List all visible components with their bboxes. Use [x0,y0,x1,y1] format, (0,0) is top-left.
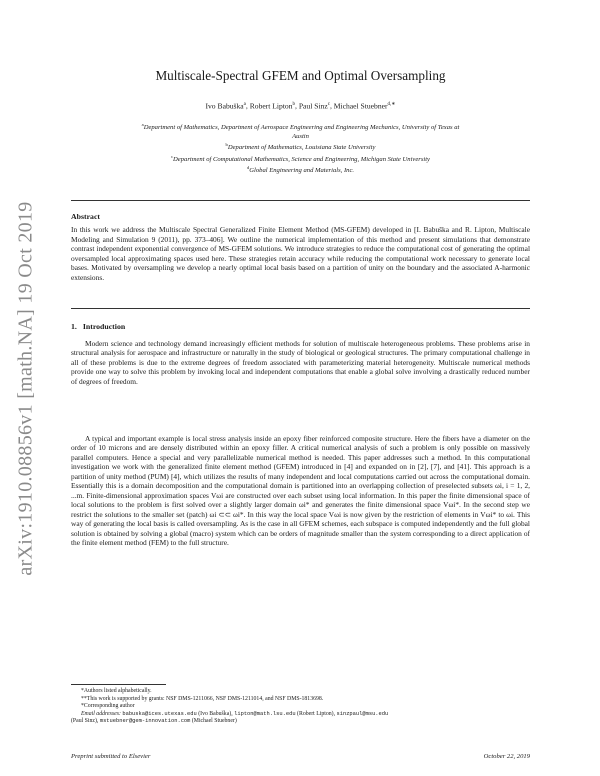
affiliation-continued: Austin [292,132,309,140]
paper-title: Multiscale-Spectral GFEM and Optimal Oversampling [155,68,446,83]
author-affiliation-mark: a [243,102,246,107]
affiliation-text: Department of Mathematics, Department of Aerospace Engineering and Engineering Mechanics, University of Texas at [143,124,460,132]
author-name: Ivo Babuška [205,101,244,111]
author-name: Robert Lipton [249,101,293,111]
author-list: Ivo Babuška$^a$, Robert Lipton$^b$, Paul Sinz$^c$, Michael Stuebner$^{d,∗}$ [205,101,396,111]
abstract-heading: Abstract [71,212,101,221]
footnote-text: This work is supported by grants: NSF DMS-1211066, NSF DMS-1211014, and NSF DMS-1813698. [86,695,324,702]
footnote: *Authors listed alphabetically. [81,688,152,694]
footer-date: October 22, 2019 [483,753,530,760]
page-footer [71,753,530,760]
section-number: 1. [71,322,77,331]
paper-page [71,0,530,776]
email-link[interactable]: babuska@ices.utexas.edu [122,710,197,717]
affiliation-mark: a [141,122,144,127]
affiliation [71,164,530,176]
footnotes [71,688,530,726]
abstract-bottom-rule [71,308,530,309]
email-owner: (Paul Sinz), [71,718,99,725]
email-link[interactable]: mstuebner@gem-innovation.com [99,718,191,725]
affiliation-list [71,121,530,176]
email-footnote-continued [71,718,530,726]
body-paragraph: Modern science and technology demand increasingly efficient methods for solution of multiscale heterogeneous problems. These problems arise in structural analysis for aerospace and infrastructure or naturally in the study of biological or geological structures. The primary computational challenge in all of these problems is due to the extreme degrees of freedom associated with parameterizing material heterogeneity. Multiscale numerical methods provide one way to solve this problem by invoking local and independent computations that enable a global solve involving a drastically reduced number of degrees of freedom. [71,339,530,386]
footnote-rule [71,684,166,685]
abstract-text: In this work we address the Multiscale Spectral Generalized Finite Element Method (MS-GFEM) developed in [I. Babuška and R. Lipton, Multiscale Modeling and Simulation 9 (2011), pp. 373–406]. We outline the numerical implementation of this method and present simulations that demonstrate contrast independent exponential convergence of MS-GFEM solutions. We introduce strategies to reduce the computational cost of generating the optimal oversampled local approximating spaces used here. These strategies retain accuracy while reducing the computational work necessary to generate local bases. Motivated by oversampling we develop a nearly optimal local basis based on a partition of unity on the boundary and the associated A-harmonic extensions. [71,225,530,282]
email-owner: (Michael Stuebner) [191,718,237,725]
affiliation-mark: c [171,153,174,159]
abstract-top-rule [71,200,530,201]
affiliation [71,153,530,165]
author-name: Michael Stuebner [333,101,388,111]
email-owner: (Ivo Babuška), [198,710,233,717]
footnote: *Corresponding author [81,703,135,710]
footnote-text: Authors listed alphabetically. [83,688,152,694]
arxiv-stamp [8,0,44,776]
affiliation-mark: b [225,142,228,147]
email-link[interactable]: lipton@math.lsu.edu [234,710,296,717]
affiliation-text: Global Engineering and Materials, Inc. [249,167,355,175]
footnote-text: Corresponding author [83,703,135,710]
affiliation-text: Department of Mathematics, Louisiana State University [227,144,376,152]
author-affiliation-mark: c [327,102,330,107]
affiliation-mark: d [246,165,250,171]
section-title: Introduction [82,322,126,331]
author-affiliation-mark: d,∗ [387,102,396,107]
author-name: Paul Sinz [298,101,328,111]
footer-journal: Preprint submitted to Elsevier [71,753,151,760]
affiliation [71,121,530,133]
affiliation [71,141,530,153]
affiliation-text: Department of Computational Mathematics, Science and Engineering, Michigan State University [173,155,430,163]
author-affiliation-mark: b [292,102,296,107]
arxiv-stamp-text: arXiv:1910.08856v1 [math.NA] 19 Oct 2019 [14,200,37,576]
footnote: **This work is supported by grants: NSF DMS-1211066, NSF DMS-1211014, and NSF DMS-1813698. [81,695,324,702]
email-label: Email addresses: [81,710,121,717]
email-owner: (Robert Lipton), [297,710,336,717]
email-link[interactable]: sinzpaul@msu.edu [336,710,389,717]
body-paragraph: A typical and important example is local stress analysis inside an epoxy fiber reinforced composite structure. Here the fibers have a diameter on the order of 10 microns and are densely distributed within an epoxy filler. A critical numerical analysis of such a problem is only possible on massively parallel computers. Hence a special and very parallelizable numerical method is needed. This paper addresses such a method. In this computational investigation we work with the generalized finite element method (GFEM) introduced in [4] and expanded on in [2], [7], and [41]. This approach is a partition of unity method (PUM) [4], which utilizes the results of many independent and local computations carried out across the computational domain. Essentially this is a domain decomposition and the computational domain is partitioned into an overlapping collection of preselected subsets ωi, i = 1, 2, ...m. Finite-dimensional approximation spaces Vωi are constructed over each subset using local information. In this paper the finite dimensional space of local solutions to the problem is first solved over a slightly larger domain ωi* and generates the finite dimensional space Vωi*. In the second step we restrict the solutions to the smaller set (patch) ωi ⊂⊂ ωi*. In this way the local space Vωi is now given by the restriction of elements in Vωi* to ωi. This way of generating the local basis is called oversampling. As is the case in all GFEM schemes, each subspace is computed independently and the full global solution is obtained by solving a global (macro) system which can be orders of magnitude smaller than the system corresponding to a direct application of the finite element method (FEM) to the full structure. [71,434,530,547]
section-heading [71,322,125,331]
